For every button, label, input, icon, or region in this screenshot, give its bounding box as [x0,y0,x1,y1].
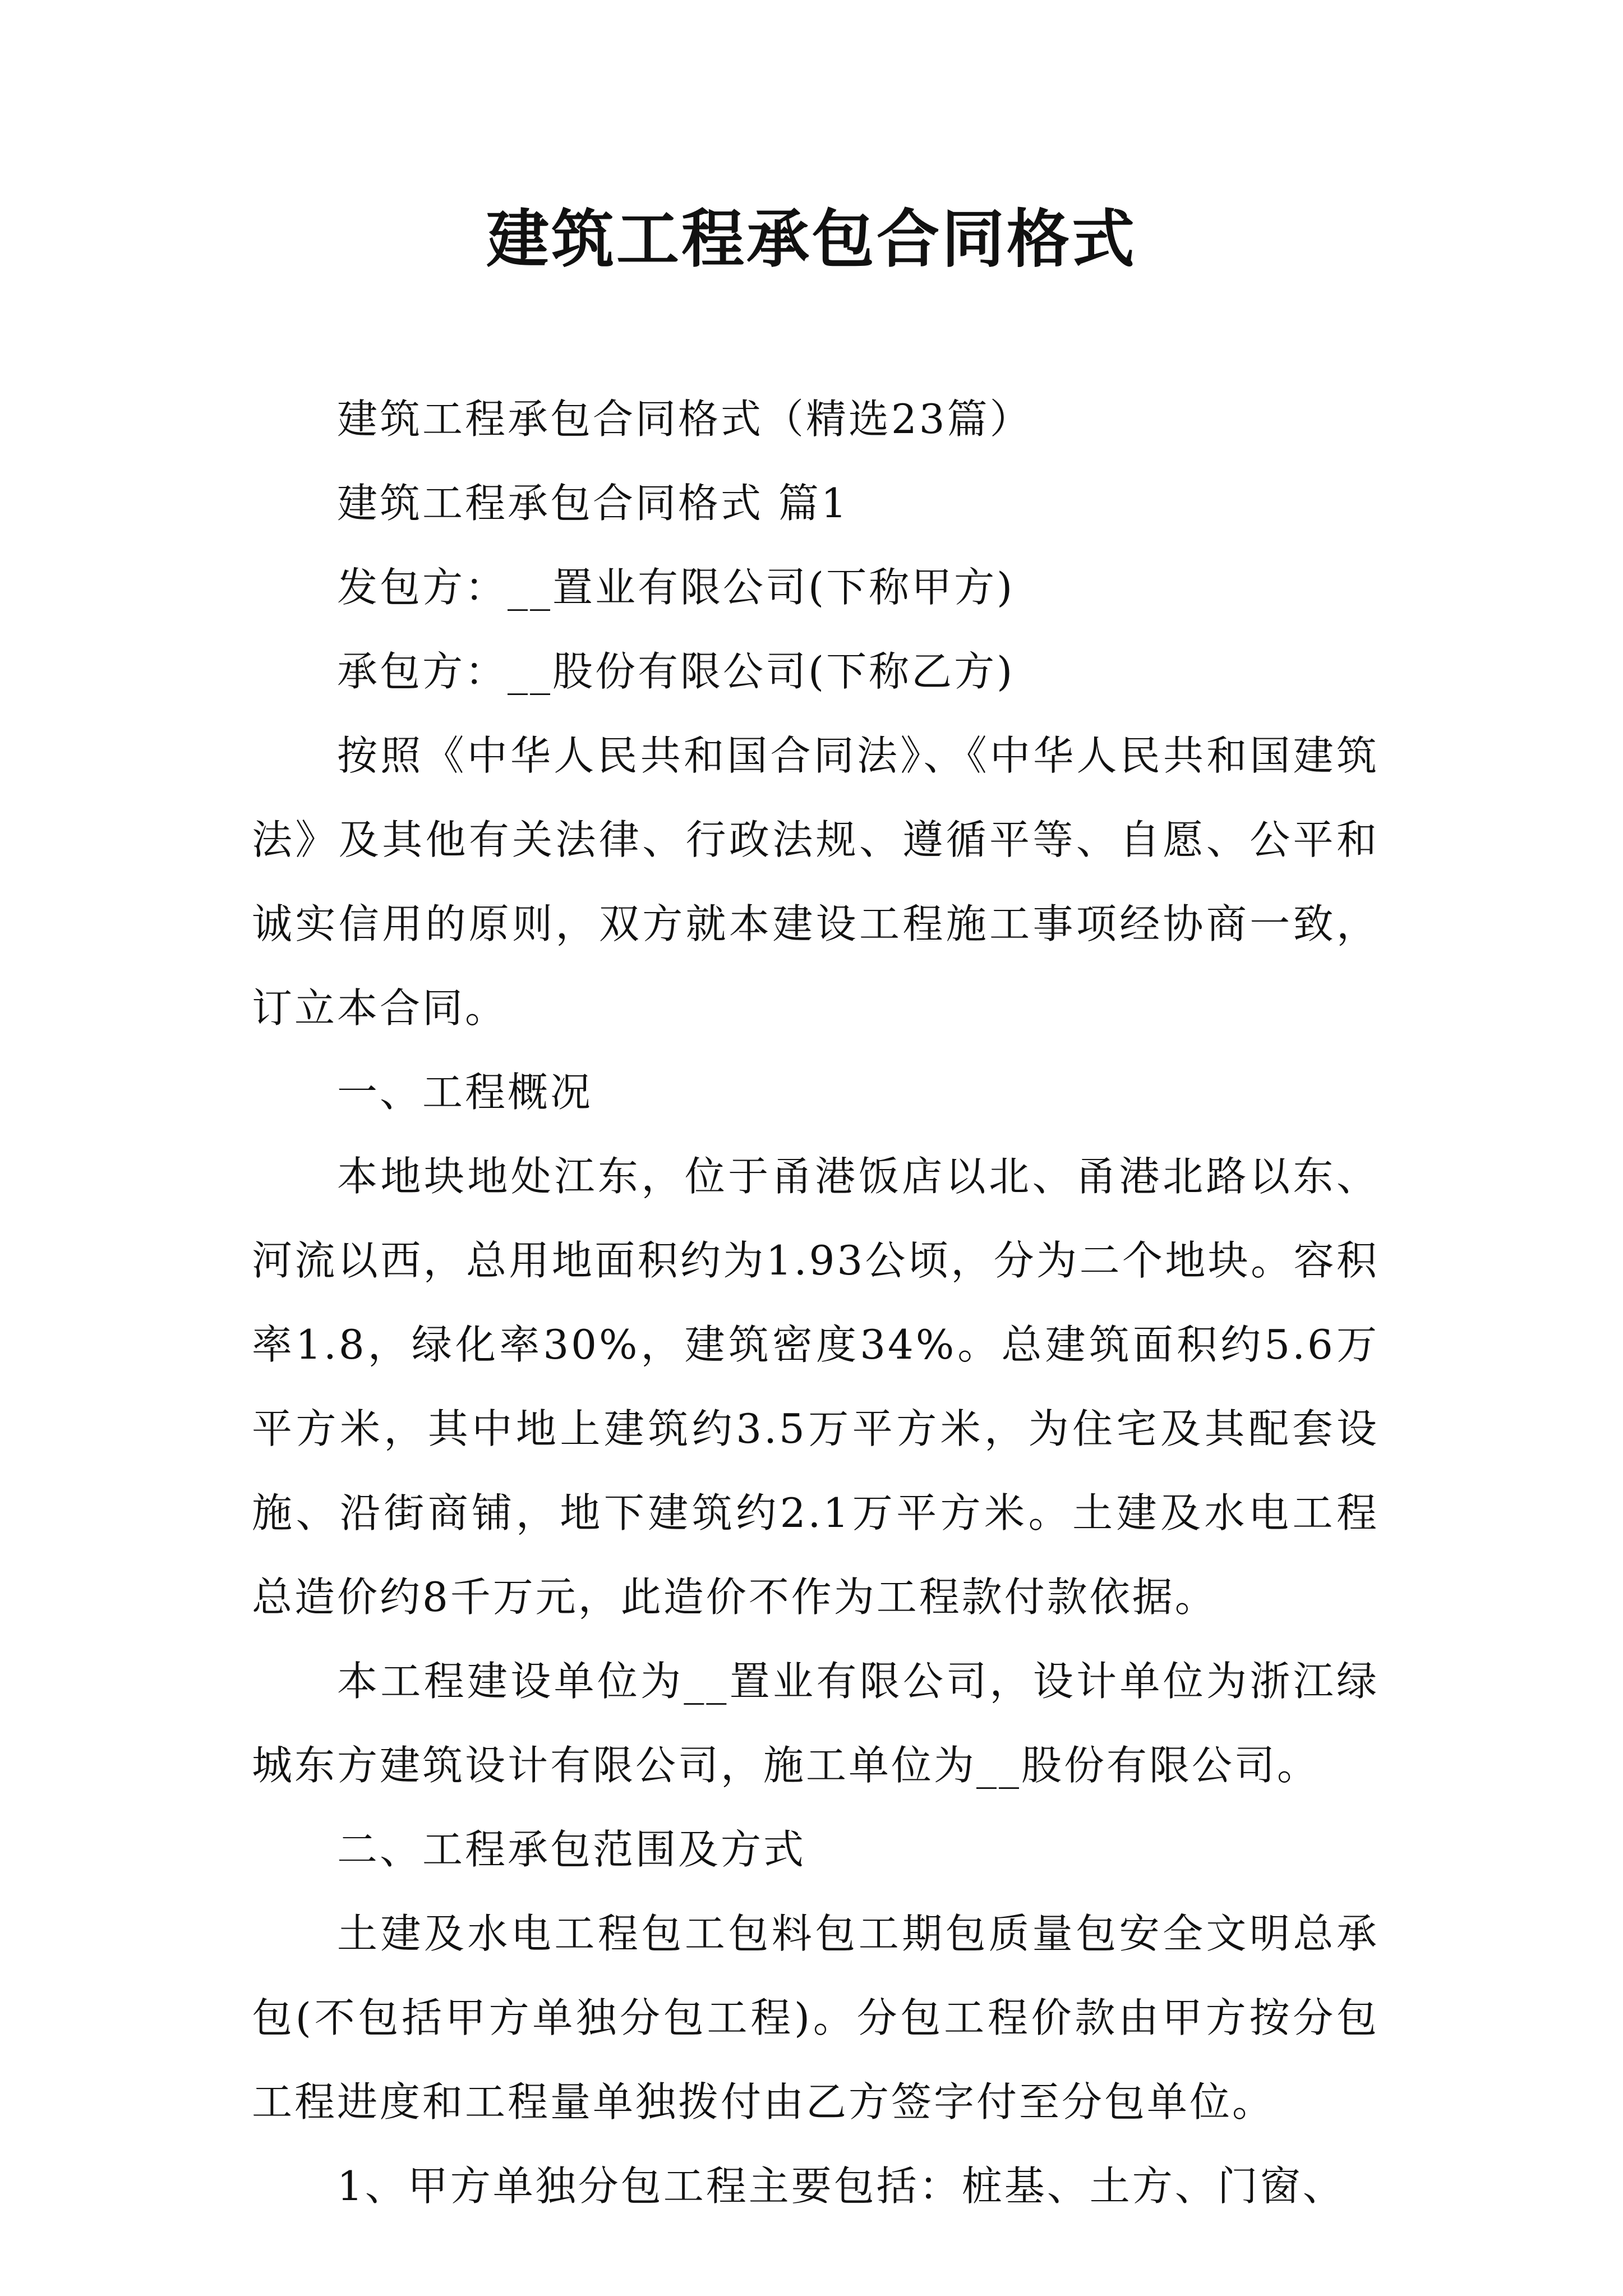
paragraph-scope: 土建及水电工程包工包料包工期包质量包安全文明总承包(不包括甲方单独分包工程)。分包工程价款由甲方按分包工程进度和工程量单独拨付由乙方签字付至分包单位。 [252,1910,1379,2125]
paragraph-employer: 发包方：__置业有限公司(下称甲方) [337,564,1015,611]
paragraph-units: 本工程建设单位为__置业有限公司，设计单位为浙江绿城东方建筑设计有限公司，施工单位为__股份有限公司。 [252,1658,1379,1789]
paragraph-section-heading: 建筑工程承包合同格式 篇1 [337,480,849,527]
paragraph-contractor: 承包方：__股份有限公司(下称乙方) [337,648,1015,695]
document-title: 建筑工程承包合同格式 [486,203,1137,276]
paragraph-subcontract-list: 1、甲方单独分包工程主要包括：桩基、土方、门窗、 [337,2162,1345,2210]
paragraph-preamble: 按照《中华人民共和国合同法》、《中华人民共和国建筑法》及其他有关法律、行政法规、遵循平等、自愿、公平和诚实信用的原则，双方就本建设工程施工事项经协商一致，订立本合同。 [252,732,1379,1032]
document-body [252,377,1379,2228]
paragraph-heading-scope: 二、工程承包范围及方式 [337,1826,806,1873]
paragraph-subtitle: 建筑工程承包合同格式（精选23篇） [337,395,1032,443]
paragraph-heading-overview: 一、工程概况 [337,1069,593,1116]
paragraph-overview: 本地块地处江东，位于甬港饭店以北、甬港北路以东、河流以西，总用地面积约为1.93公顷，分为二个地块。容积率1.8，绿化率30%，建筑密度34%。总建筑面积约5.6万平方米，其中地上建筑约3.5万平方米，为住宅及其配套设施、沿街商铺，地下建筑约2.1万平方米。土建及水电工程总造价约8千万元，此造价不作为工程款付款依据。 [252,1153,1379,1621]
